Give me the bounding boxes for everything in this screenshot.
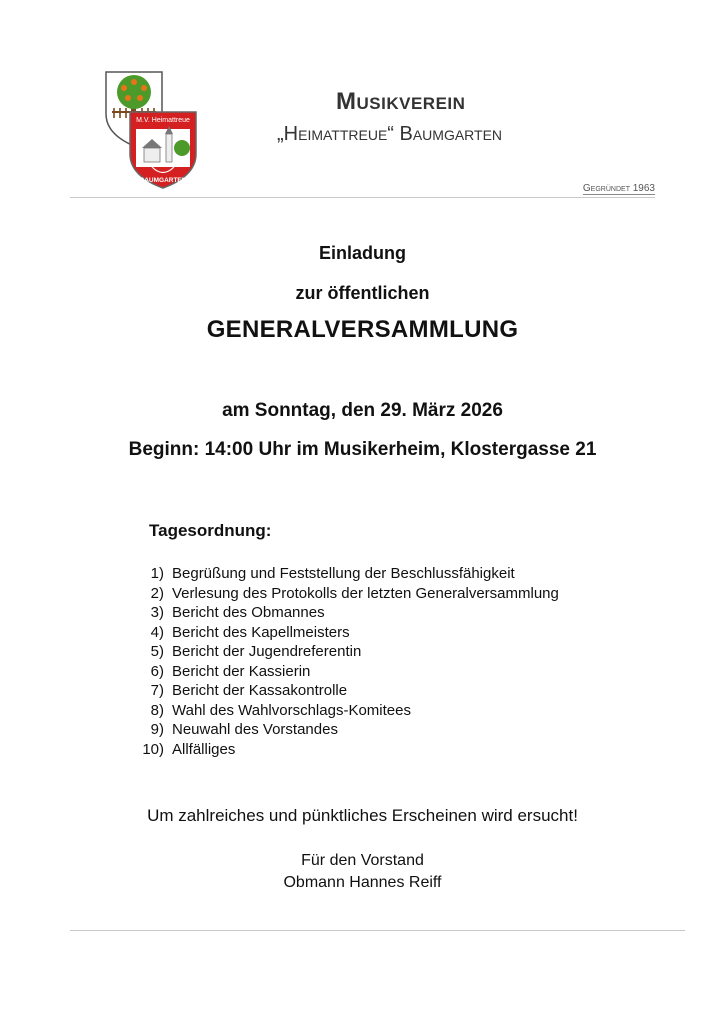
- agenda-item: [130, 721, 559, 741]
- agenda-item-number: 7): [150, 682, 164, 699]
- agenda-item-number: 8): [150, 701, 164, 719]
- agenda-item: [130, 585, 559, 605]
- agenda-item-text: Bericht der Kassakontrolle: [172, 682, 348, 699]
- club-crest-logo: [100, 68, 200, 190]
- signature-line-2: Obmann Hannes Reiff: [283, 874, 442, 891]
- agenda-item-text: Verlesung des Protokolls der letzten Generalversammlung: [172, 584, 559, 602]
- agenda-list: [130, 565, 559, 760]
- agenda-item-text: Bericht der Kassierin: [172, 662, 311, 680]
- agenda-item-number: 2): [150, 584, 164, 602]
- agenda-item-text: Wahl des Wahlvorschlags-Komitees: [172, 701, 411, 719]
- agenda-item: [130, 624, 559, 644]
- agenda-item: [130, 741, 559, 761]
- org-subtitle: „Heimattreue“ Baumgarten: [277, 123, 503, 145]
- svg-text:M.V. Heimattreue: M.V. Heimattreue: [136, 117, 190, 124]
- agenda-item-text: Neuwahl des Vorstandes: [172, 721, 338, 738]
- agenda-item: [130, 702, 559, 722]
- invitation-line-1: Einladung: [319, 243, 406, 263]
- agenda-item-number: 3): [150, 604, 164, 621]
- agenda-item-number: 4): [150, 623, 164, 641]
- founded-note: Gegründet 1963: [582, 183, 655, 194]
- invitation-line-2: zur öffentlichen: [295, 283, 430, 303]
- event-start-location: Beginn: 14:00 Uhr im Musikerheim, Klostergasse 21: [128, 439, 597, 460]
- agenda-heading: Tagesordnung:: [149, 521, 272, 540]
- agenda-item-number: 10): [142, 740, 164, 758]
- agenda-item: [130, 565, 559, 585]
- agenda-item-text: Allfälliges: [172, 740, 236, 758]
- agenda-item-number: 9): [150, 721, 164, 738]
- agenda-item: [130, 604, 559, 624]
- agenda-item-number: 6): [150, 662, 164, 680]
- agenda-item: [130, 643, 559, 663]
- agenda-item-text: Bericht des Kapellmeisters: [172, 623, 350, 641]
- event-date: am Sonntag, den 29. März 2026: [222, 400, 503, 421]
- agenda-item-text: Begrüßung und Feststellung der Beschlussfähigkeit: [172, 565, 515, 582]
- org-name: Musikverein: [336, 88, 466, 115]
- agenda-item: [130, 682, 559, 702]
- agenda-item-number: 1): [150, 565, 164, 582]
- agenda-item-text: Bericht des Obmannes: [172, 604, 325, 621]
- agenda-item: [130, 663, 559, 683]
- agenda-item-text: Bericht der Jugendreferentin: [172, 643, 362, 660]
- agenda-item-number: 5): [150, 643, 164, 660]
- svg-text:BAUMGARTEN: BAUMGARTEN: [139, 177, 187, 184]
- closing-appeal: Um zahlreiches und pünktliches Erscheinen wird ersucht!: [147, 806, 578, 825]
- invitation-title: GENERALVERSAMMLUNG: [206, 316, 519, 343]
- signature-line-1: Für den Vorstand: [301, 852, 424, 869]
- footer-divider: [70, 930, 685, 931]
- header-divider: [70, 197, 655, 198]
